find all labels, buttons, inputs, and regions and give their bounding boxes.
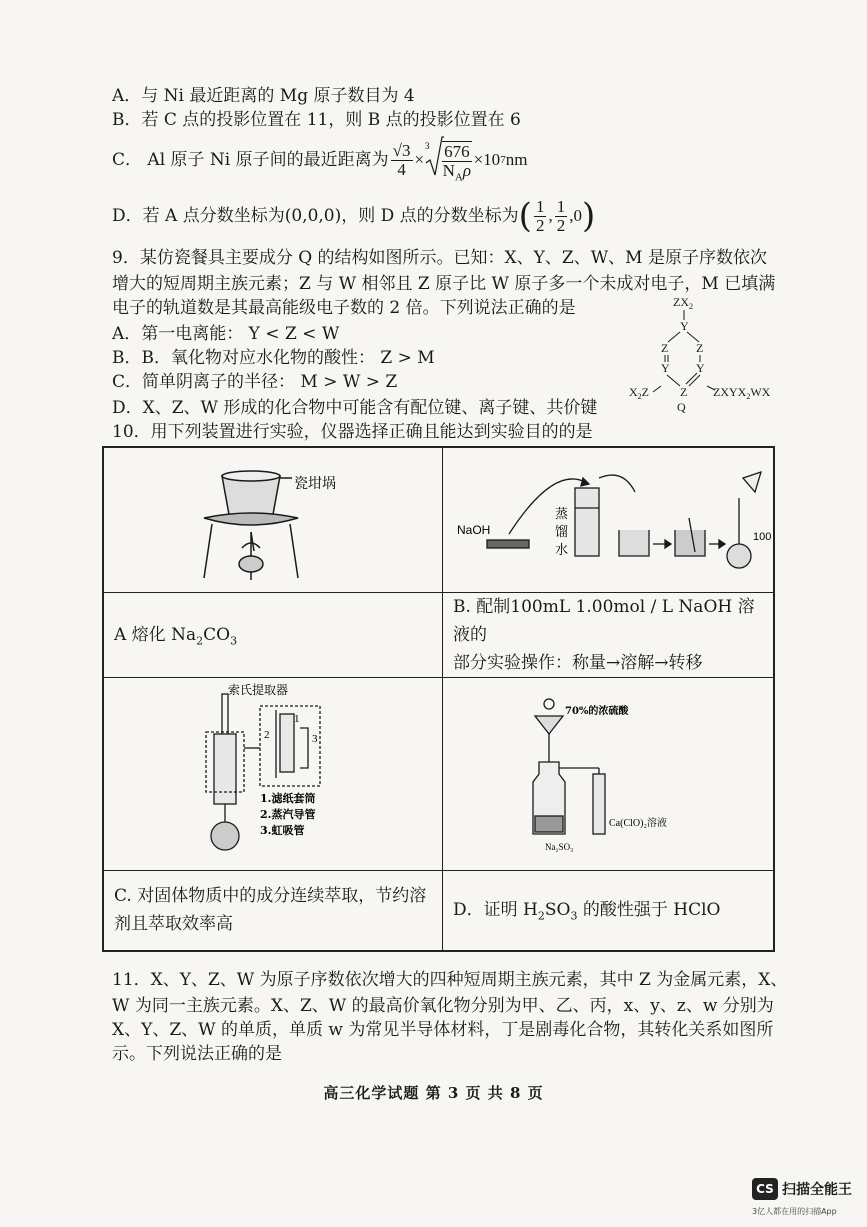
struct-top-zx2: $ZX_2$ <box>673 295 693 311</box>
q11-line-4: 示。下列说法正确的是 <box>112 1044 282 1064</box>
beaker-icon <box>619 530 649 556</box>
struct-y-left: Y <box>661 361 670 375</box>
fraction-676-over-NA-rho <box>442 141 472 183</box>
q10-option-d <box>443 896 773 924</box>
solution-label: Ca(ClO)₂溶液 <box>609 818 667 829</box>
opt-d-sub2: 3 <box>570 909 578 923</box>
pour-arrow-icon <box>599 475 635 492</box>
four: 4 <box>397 159 406 179</box>
separatory-funnel-icon <box>535 716 563 734</box>
q9-structure-diagram <box>625 290 785 415</box>
test-tube-icon <box>593 774 605 834</box>
struct-left-x2z: $X_2Z$ <box>629 385 650 401</box>
q9-option-b: B．B．氧化物对应水化物的酸性： Z > M <box>112 348 435 368</box>
scanner-watermark <box>752 1178 852 1200</box>
clay-triangle-icon <box>204 513 298 525</box>
weighing-paper-icon <box>487 540 529 548</box>
opt-d-mid: SO <box>544 900 571 921</box>
half1-num: 1 <box>535 196 545 216</box>
q8-option-d-prefix: D．若 A 点分数坐标为(0,0,0)，则 D 点的分数坐标为 <box>112 206 519 226</box>
volumetric-flask-icon <box>727 544 751 568</box>
struct-y-right: Y <box>696 361 705 375</box>
tripod-leg-icon <box>204 524 212 578</box>
struct-right-chain: $ZXYX_2WX$ <box>713 385 771 401</box>
q10-option-c-cell <box>103 871 443 951</box>
opt-a-text: A 熔化 Na <box>114 625 197 645</box>
soxhlet-n1: 1 <box>294 713 300 725</box>
comma-1: , <box>548 206 553 225</box>
opt-a-sub2: 3 <box>230 634 238 648</box>
q10-option-b-line2: 部分实验操作：称量→溶解→转移 <box>453 653 703 673</box>
flask-100-label: 100 <box>753 531 772 543</box>
struct-q: Q <box>677 400 686 414</box>
struct-y-top: Y <box>680 319 689 333</box>
round-flask-icon <box>211 822 239 850</box>
graduated-cylinder-icon <box>575 488 599 556</box>
den-N: N <box>442 160 455 180</box>
q9-line-1: 9．某仿瓷餐具主要成分 Q 的结构如图所示。已知：X、Y、Z、W、M 是原子序数依次 <box>112 248 767 268</box>
fraction-sqrt3-over-4 <box>391 142 413 179</box>
q11-line-2: W 为同一主族元素。X、Z、W 的最高价氧化物分别为甲、乙、丙，x、y、z、w 分别为 <box>112 996 774 1016</box>
q11-line-3: X、Y、Z、W 的单质，单质 w 为常见半导体材料，丁是剧毒化合物，其转化关系如图所 <box>112 1020 774 1040</box>
q8-option-c-suffix: ×10 <box>473 150 501 169</box>
q10-option-c-line1: C. 对固体物质中的成分连续萃取，节约溶 <box>114 886 427 907</box>
siphon-icon <box>300 728 308 768</box>
q11-line-1: 11．X、Y、Z、W 为原子序数依次增大的四种短周期主族元素，其中 Z 为金属元素，X、 <box>112 970 788 990</box>
opt-d-suffix: 的酸性强于 HClO <box>577 900 721 921</box>
q8-option-c-prefix: C． Al 原子 Ni 原子间的最近距离为 <box>112 150 389 170</box>
cube-root-icon <box>424 135 444 179</box>
q8-option-b: B．若 C 点的投影位置在 11，则 B 点的投影位置在 6 <box>112 110 521 130</box>
q10-fig-a <box>103 447 443 593</box>
struct-z-right: Z <box>696 341 704 355</box>
den-rho: ρ <box>462 160 472 180</box>
q8-option-a: A．与 Ni 最近距离的 Mg 原子数目为 4 <box>112 86 415 106</box>
page-footer: 高三化学试题 第 3 页 共 8 页 <box>323 1084 544 1102</box>
water-label-2: 馏 <box>555 525 569 540</box>
unit-nm: nm <box>505 150 528 169</box>
den-sub-A: A <box>454 170 463 183</box>
times-sign: × <box>414 150 425 169</box>
q10-fig-c <box>103 678 443 871</box>
opt-a-mid: CO <box>203 625 231 645</box>
crucible-label: 瓷坩埚 <box>294 476 336 492</box>
q10-option-c-line2: 剂且萃取效率高 <box>114 914 233 935</box>
half2-num: 1 <box>556 196 566 216</box>
q9-option-d: D．X、Z、W 形成的化合物中可能含有配位键、离子键、共价键 <box>112 398 598 418</box>
fraction-half-1 <box>534 198 547 235</box>
zero: 0 <box>573 206 582 225</box>
q10-option-a <box>104 621 442 649</box>
soxhlet-n3: 3 <box>312 733 318 745</box>
half1-den: 2 <box>535 215 545 235</box>
opt-d-sub1: 2 <box>537 909 545 923</box>
camscanner-logo-icon: CS <box>752 1178 778 1200</box>
soxhlet-title: 索氏提取器 <box>228 683 289 697</box>
svg-text:3: 3 <box>425 140 430 151</box>
numerator-676: 676 <box>444 141 470 161</box>
soxhlet-legend-1: 1.滤纸套筒 <box>260 792 316 805</box>
naoh-label: NaOH <box>457 523 491 537</box>
water-label-3: 水 <box>555 543 569 558</box>
q10-options-table <box>102 446 775 952</box>
crucible-apparatus <box>104 448 442 588</box>
solution-prep-apparatus <box>443 448 773 588</box>
q10-option-b-cell <box>443 593 775 678</box>
denominator <box>442 160 472 183</box>
alcohol-lamp-icon <box>239 556 263 572</box>
extractor-body-icon <box>214 734 236 804</box>
soxhlet-legend-2: 2.蒸汽导管 <box>260 808 316 821</box>
water-label-1: 蒸 <box>555 507 569 522</box>
q10-fig-d <box>443 678 775 871</box>
brand-tagline: 3亿人都在用的扫描App <box>752 1207 837 1216</box>
q8-option-c: C． Al 原子 Ni 原子间的最近距离为 $\frac{√3}{4}$ × 3 $\frac{676}{N_A\rho}$ ×10 7 nm <box>112 138 527 182</box>
half2-den: 2 <box>556 215 566 235</box>
fraction-half-2 <box>555 198 568 235</box>
q9-option-a: A．第一电离能： Y < Z < W <box>112 324 340 344</box>
struct-z-bottom: Z <box>680 385 688 399</box>
struct-z-left: Z <box>661 341 669 355</box>
acid-comparison-apparatus <box>443 678 773 866</box>
thimble-icon <box>280 714 294 772</box>
soxhlet-apparatus <box>104 678 442 866</box>
q8-option-d <box>112 194 595 238</box>
cube-root <box>424 135 444 186</box>
q9-option-c: C．简单阴离子的半径： M > W > Z <box>112 372 398 392</box>
left-paren: ( <box>518 196 532 236</box>
sqrt3: √3 <box>392 140 411 160</box>
acid-label: 70%的浓硫酸 <box>565 706 629 717</box>
opt-d-text: D．证明 H <box>453 900 538 921</box>
q10-fig-b <box>443 447 775 593</box>
brand-name: 扫描全能王 <box>782 1182 852 1198</box>
soxhlet-n2: 2 <box>264 729 270 741</box>
opt-a-sub1: 2 <box>196 634 204 648</box>
q10-option-b-line1: B. 配制100mL 1.00mol / L NaOH 溶液的 <box>453 597 755 645</box>
na2so3-label: Na₂SO₃ <box>545 842 574 852</box>
q10-option-d-cell <box>443 871 775 951</box>
beaker-stir-icon <box>675 530 705 556</box>
comma-2: , <box>569 206 574 225</box>
soxhlet-legend-3: 3.虹吸管 <box>260 824 305 837</box>
q10-option-a-cell <box>103 593 443 678</box>
q10-title: 10．用下列装置进行实验，仪器选择正确且能达到实验目的的是 <box>112 422 593 442</box>
q9-line-3: 电子的轨道数是其最高能级电子数的 2 倍。下列说法正确的是 <box>112 298 576 318</box>
transfer-arrow-icon <box>509 479 585 534</box>
right-paren: ) <box>581 196 596 236</box>
q9-line-2: 增大的短周期主族元素；Z 与 W 相邻且 Z 原子比 W 原子多一个未成对电子，M 已填满 <box>112 274 776 294</box>
